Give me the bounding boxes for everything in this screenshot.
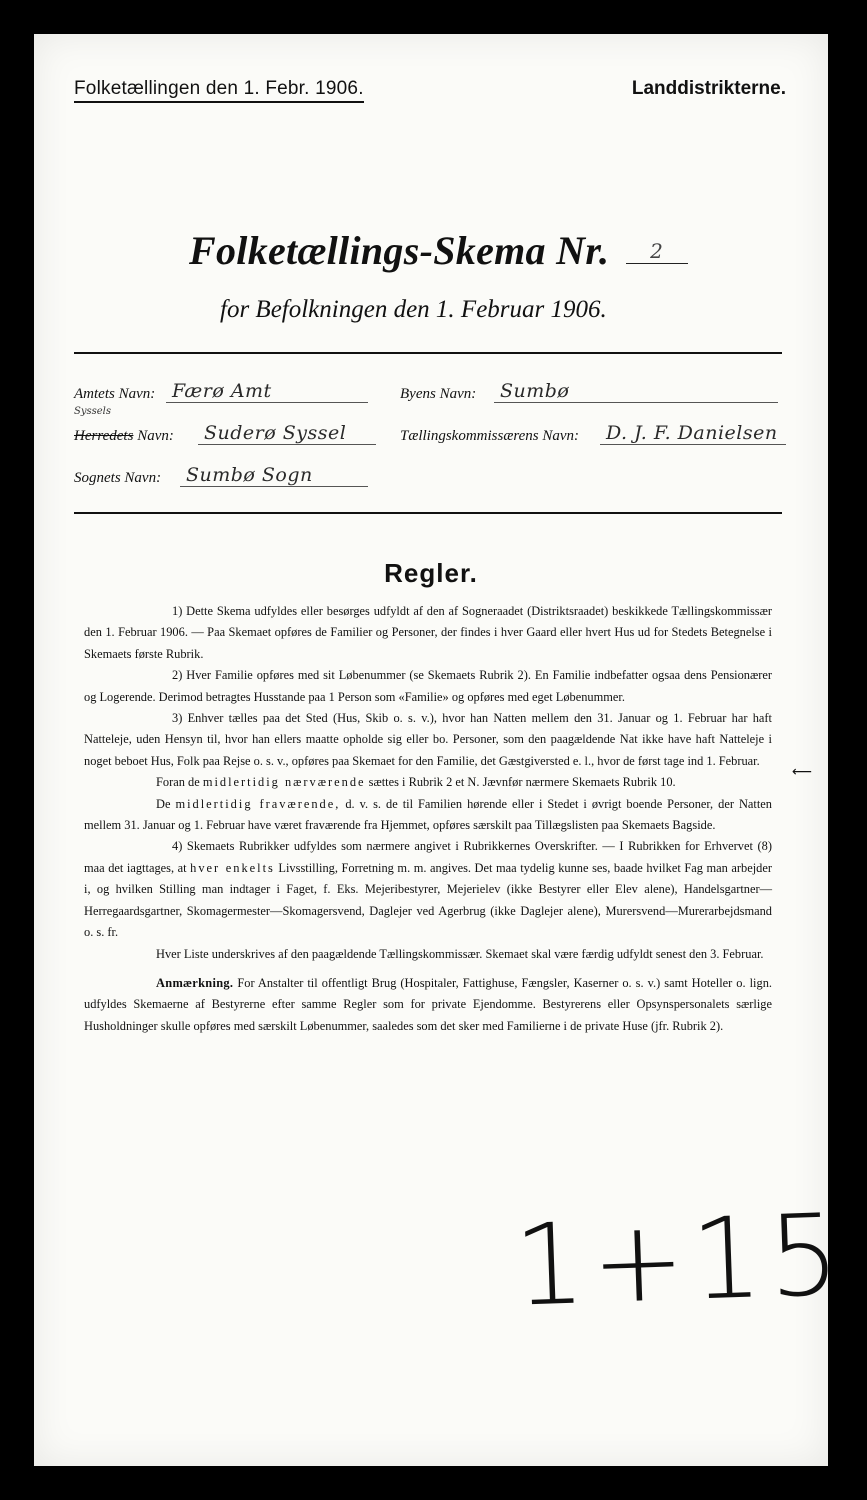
rule-3b-pre: Foran de	[156, 775, 200, 790]
rule-4-post: Livsstilling, Forretning m. m. angives. Det maa tydelig kunne ses, baade hvilket Fag man arbejder i, og hvilken Stilling man indtager i Faget, f. Eks. Mejeribestyrer, Mejerielev (ikke Bestyrer eller Elev alene), Handelsgartner—Herregaardsgartner, Skomagermester—Skomagersvend, Daglejer ved Agerbrug (ikke Daglejer alene), Murersvend—Murerarbejdsmand o. s. fr.	[84, 860, 772, 940]
rules-heading: Regler.	[384, 558, 478, 588]
rule-4	[84, 836, 772, 943]
rules-body	[84, 601, 772, 1037]
rule-5: Hver Liste underskrives af den paagældende Tællingskommissær. Skemaet skal være færdig udfyldt senest den 3. Februar.	[156, 946, 764, 961]
rule-3c-post: d. v. s. de til Familien hørende eller i Stedet i øvrigt boende Personer, der Natten mellem 31. Januar og 1. Februar have været fraværende fra Hjemmet, opføres særskilt paa Tillægslisten paa Skemaets Bagside.	[84, 796, 772, 833]
byens-label: Byens Navn:	[400, 386, 477, 402]
herred-label	[74, 428, 174, 445]
annotation-text: For Anstalter til offentligt Brug (Hospitaler, Fattighuse, Fængsler, Kaserner o. s. v.) samt Hoteller o. lign. udfyldes Skemaerne af Bestyrerne efter samme Regler som for private Ejendomme. Bestyrerens eller Opsynspersonalets særlige Husholdninger skulle opføres med særskilt Løbenummer, saaledes som det sker med Familierne i de private Huse (jfr. Rubrik 2).	[84, 975, 772, 1033]
kommissaer-label: Tællingskommissærens Navn:	[400, 428, 580, 444]
rule-3: 3) Enhver tælles paa det Sted (Hus, Skib o. s. v.), hvor han Natten mellem den 31. Januar og 1. Februar har haft Natteleje, uden Hensyn til, hvor han ellers maatte opholde sig eller bo. Personer, som den paagældende Nat ikke have haft Natteleje i noget beboet Hus, Folk paa Rejse o. s. v., opføres paa Skemaet for den Familie, det Gæstgiversted e. l., hvor de først tage ind 1. Februar.	[84, 711, 772, 768]
herred-value: Suderø Syssel	[198, 422, 376, 445]
rule-3c	[84, 794, 772, 837]
header-district-type: Landdistrikterne.	[631, 78, 786, 99]
rule-2: 2) Hver Familie opføres med sit Løbenummer (se Skemaets Rubrik 2). En Familie indbefatter ogsaa dens Pensionærer og Logerende. Derimod betragtes Husstande paa 1 Person som «Familie» og opføres med eget Løbenummer.	[84, 668, 772, 704]
annotation	[84, 973, 772, 1037]
rule-4-pre: 4) Skemaets Rubrikker udfyldes som nærmere angivet i Rubrikkernes Overskrifter. — I Rubrikken for Erhvervet (8) maa det iagttages, at	[84, 839, 772, 875]
sogn-value: Sumbø Sogn	[180, 464, 368, 487]
amt-value: Færø Amt	[166, 380, 368, 403]
rule-1: 1) Dette Skema udfyldes eller besørges udfyldt af den af Sogneraadet (Distriktsraadet) beskikkede Tællingskommissær den 1. Februar 1906. — Paa Skemaet opføres de Familier og Personer, der findes i hver Gaard eller hvert Hus ud for Stedets Betegnelse i Skemaets første Rubrik.	[84, 604, 772, 661]
syssel-correction: Syssels	[74, 406, 112, 417]
form-title-text: Folketællings-Skema Nr.	[189, 228, 610, 273]
header-census-date: Folketællingen den 1. Febr. 1906.	[74, 78, 364, 103]
rule-3b-post: sættes i Rubrik 2 et N. Jævnfør nærmere Skemaets Rubrik 10.	[368, 775, 676, 790]
sogn-label: Sognets Navn:	[74, 470, 162, 486]
divider-top	[74, 352, 782, 354]
rule-3b-emphasis: midlertidig nærværende	[202, 775, 366, 790]
herred-label-tail: Navn:	[137, 428, 174, 444]
annotation-label: Anmærkning.	[156, 975, 234, 990]
divider-bottom	[74, 512, 782, 514]
kommissaer-value: D. J. F. Danielsen	[600, 422, 786, 445]
herred-label-struck: Herredets	[74, 428, 134, 444]
form-subtitle: for Befolkningen den 1. Februar 1906.	[220, 296, 607, 323]
amt-label: Amtets Navn:	[74, 386, 156, 402]
margin-arrow-icon: ⟵	[792, 764, 813, 780]
byens-value: Sumbø	[494, 380, 778, 403]
rule-4-emphasis: hver enkelts	[190, 860, 275, 875]
rule-3c-pre: De	[156, 796, 171, 811]
form-title	[189, 227, 688, 274]
census-form-page	[34, 34, 848, 1466]
rule-3c-emphasis: midlertidig fraværende,	[175, 796, 341, 811]
form-number: 2	[626, 239, 688, 264]
rule-3b	[84, 772, 772, 793]
handwritten-page-number: 1+15	[511, 1190, 848, 1332]
